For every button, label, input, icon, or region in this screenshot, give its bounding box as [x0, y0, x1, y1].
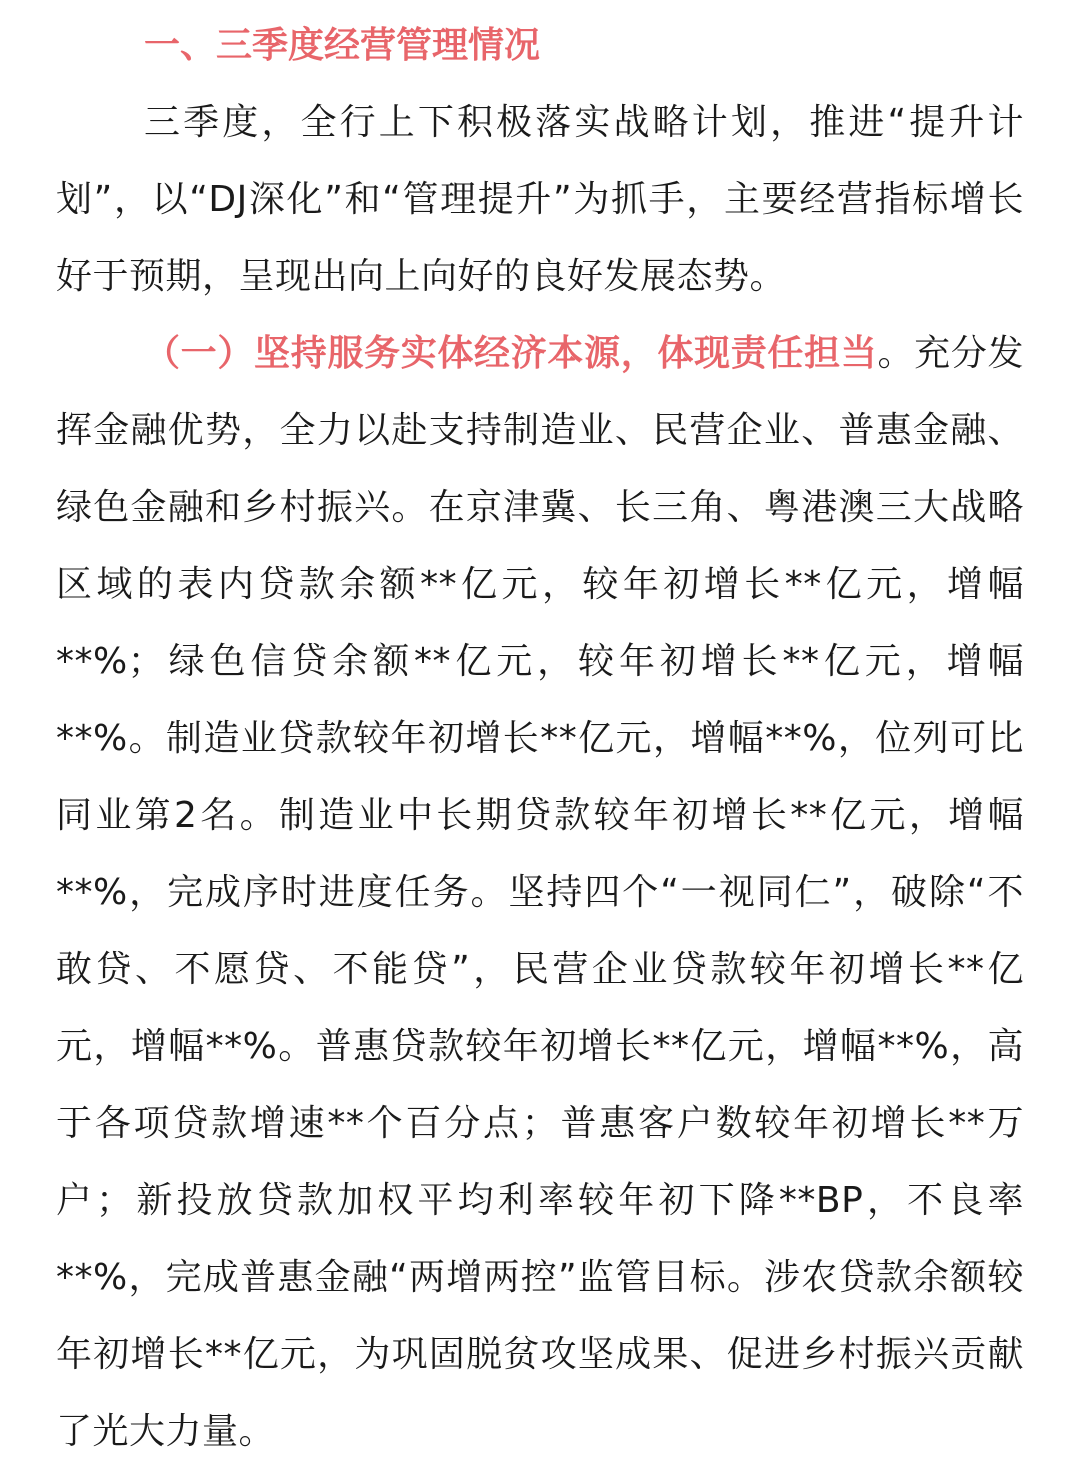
subsection-body: 充分发挥金融优势，全力以赴支持制造业、民营企业、普惠金融、绿色金融和乡村振兴。在京津冀、长三角、粤港澳三大战略区域的表内贷款余额**亿元，较年初增长**亿元，增幅**%；绿色信贷余额**亿元，较年初增长**亿元，增幅**%。制造业贷款较年初增长**亿元，增幅**%，位列可比同业第2名。制造业中长期贷款较年初增长**亿元，增幅**%，完成序时进度任务。坚持四个“一视同仁”，破除“不敢贷、不愿贷、不能贷”，民营企业贷款较年初增长**亿元，增幅**%。普惠贷款较年初增长**亿元，增幅**%，高于各项贷款增速**个百分点；普惠客户数较年初增长**万户；新投放贷款加权平均利率较年初下降**BP，不良率**%，完成普惠金融“两增两控”监管目标。涉农贷款余额较年初增长**亿元，为巩固脱贫攻坚成果、促进乡村振兴贡献了光大力量。: [56, 333, 1024, 1452]
subsection-title: （一）坚持服务实体经济本源，体现责任担当: [144, 333, 878, 374]
subsection-paragraph: [56, 315, 1024, 1470]
document-body: [56, 8, 1024, 1470]
intro-paragraph: 三季度，全行上下积极落实战略计划，推进“提升计划”，以“DJ深化”和“管理提升”为抓手，主要经营指标增长好于预期，呈现出向上向好的良好发展态势。: [56, 102, 1024, 297]
section-title: 一、三季度经营管理情况: [144, 25, 541, 66]
subsection-title-punct: 。: [877, 333, 915, 374]
